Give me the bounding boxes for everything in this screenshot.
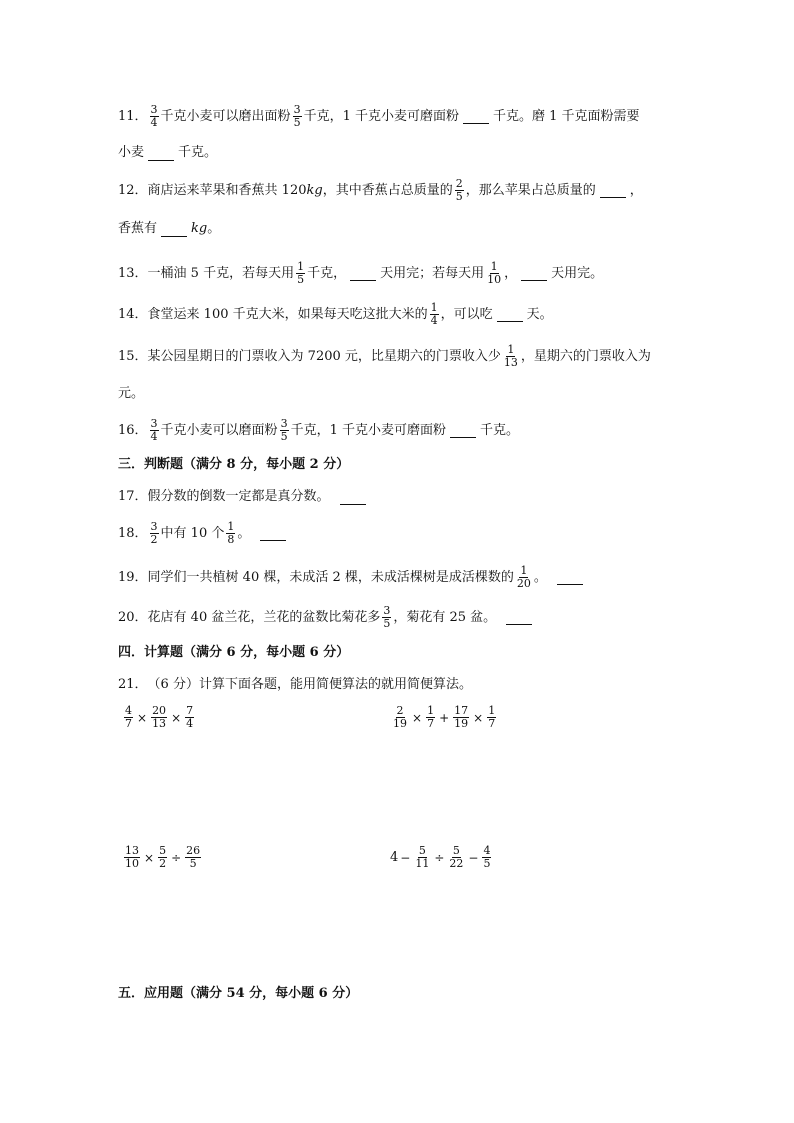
expression-3: $\frac{13}{10}$ × $\frac{5}{2}$ ÷ $\frac{26}{5}$ — [125, 844, 201, 870]
question-12-line2: 香蕉有 kg 。 — [118, 221, 221, 236]
fraction: $\frac{3}{5}$ — [293, 103, 301, 129]
question-11: 11． $\frac{3}{4}$ 千克小麦可以磨出面粉 $\frac{3}{5}$ 千克，1 千克小麦可磨面粉 千克。磨 1 千克面粉需要 — [118, 103, 640, 129]
question-number: 11． — [118, 108, 148, 124]
question-18: 18． $\frac{3}{2}$ 中有 10 个 $\frac{1}{8}$ 。 — [118, 521, 290, 546]
question-19: 19． 同学们一共植树 40 棵，未成活 2 棵，未成活棵树是成活棵数的 $\frac{1}{20}$ 。 — [118, 565, 587, 590]
fraction: $\frac{3}{5}$ — [280, 417, 288, 443]
section-3-heading: 三．判断题（满分 8 分，每小题 2 分） — [118, 457, 350, 472]
fraction: $\frac{1}{13}$ — [503, 343, 518, 369]
fraction: $\frac{3}{4}$ — [150, 103, 158, 129]
question-13: 13． 一桶油 5 千克，若每天用 $\frac{1}{5}$ 千克， 天用完；若每天用 $\frac{1}{10}$ ， 天用完。 — [118, 260, 604, 286]
answer-blank[interactable] — [557, 570, 583, 585]
answer-blank[interactable] — [260, 526, 286, 541]
question-14: 14． 食堂运来 100 千克大米，如果每天吃这批大米的 $\frac{1}{4}$ ，可以吃 天。 — [118, 301, 553, 327]
answer-blank[interactable] — [497, 307, 523, 322]
fraction: $\frac{3}{4}$ — [150, 417, 158, 443]
question-15-line2: 元。 — [118, 386, 145, 401]
question-12: 12． 商店运来苹果和香蕉共 120 kg ，其中香蕉占总质量的 $\frac{2}{5}$ ，那么苹果占总质量的 ， — [118, 177, 643, 203]
question-21: 21． （6 分）计算下面各题，能用简便算法的就用简便算法。 — [118, 677, 472, 692]
fraction: $\frac{1}{10}$ — [487, 260, 502, 286]
fraction: $\frac{1}{8}$ — [227, 520, 235, 546]
question-15: 15． 某公园星期日的门票收入为 7200 元，比星期六的门票收入少 $\frac{1}{13}$ ，星期六的门票收入为 — [118, 343, 651, 369]
answer-blank[interactable] — [161, 222, 187, 237]
answer-blank[interactable] — [350, 266, 376, 281]
fraction: $\frac{2}{5}$ — [455, 177, 463, 203]
question-11-line2: 小麦 千克。 — [118, 145, 218, 160]
fraction: $\frac{1}{4}$ — [430, 301, 438, 327]
section-5-heading: 五．应用题（满分 54 分，每小题 6 分） — [118, 986, 359, 1001]
section-4-heading: 四．计算题（满分 6 分，每小题 6 分） — [118, 645, 350, 660]
expression-1: $\frac{4}{7}$ × $\frac{20}{13}$ × $\frac{7}{4}$ — [125, 704, 194, 730]
expression-4: 4 − $\frac{5}{11}$ ÷ $\frac{5}{22}$ − $\frac{4}{5}$ — [390, 844, 491, 870]
answer-blank[interactable] — [506, 610, 532, 625]
answer-blank[interactable] — [450, 423, 476, 438]
answer-blank[interactable] — [463, 109, 489, 124]
fraction: $\frac{1}{20}$ — [516, 564, 531, 590]
question-17: 17． 假分数的倒数一定都是真分数。 — [118, 487, 370, 507]
fraction: $\frac{3}{5}$ — [383, 604, 391, 630]
answer-blank[interactable] — [148, 146, 174, 161]
answer-blank[interactable] — [340, 490, 366, 505]
question-16: 16． $\frac{3}{4}$ 千克小麦可以磨面粉 $\frac{3}{5}$ 千克，1 千克小麦可磨面粉 千克。 — [118, 417, 519, 443]
expression-2: $\frac{2}{19}$ × $\frac{1}{7}$ + $\frac{17}{19}$ × $\frac{1}{7}$ — [393, 704, 496, 730]
answer-blank[interactable] — [600, 183, 626, 198]
fraction: $\frac{1}{5}$ — [297, 260, 305, 286]
answer-blank[interactable] — [521, 266, 547, 281]
fraction: $\frac{3}{2}$ — [150, 520, 158, 546]
question-20: 20． 花店有 40 盆兰花，兰花的盆数比菊花多 $\frac{3}{5}$ ，菊花有 25 盆。 — [118, 605, 536, 630]
